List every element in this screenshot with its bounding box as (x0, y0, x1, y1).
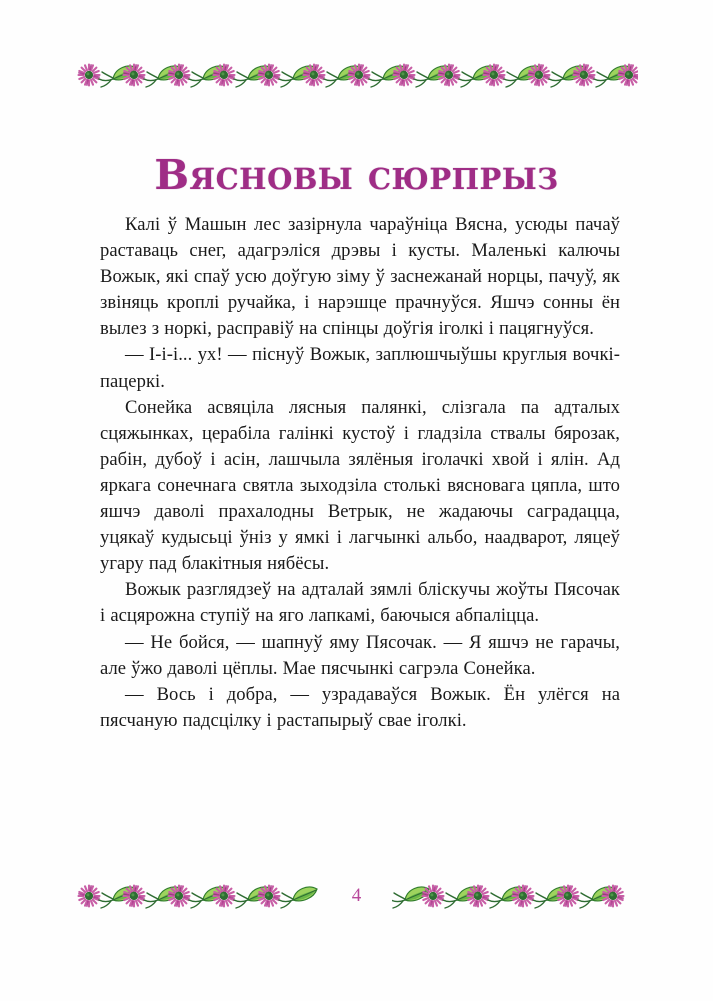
paragraph: Сонейка асвяціла лясныя палянкі, слізгала па адталых сцяжынках, церабіла галінкі кустоў і гладзіла ствалы бярозак, рабін, дубоў і асін, лашчыла зялёныя іголачкі хвой і ялін. Ад яркага сонечнага святла зыходзіла столькі вясновага цяпла, што яшчэ даволі прахалодны Ветрык, не жадаючы саградацца, уцякаў кудысьці ўніз у ямкі і лагчынкі альбо, наадварот, ляцеў угару пад блакітныя нябёсы. (100, 396, 620, 575)
floral-border-top (76, 55, 638, 95)
paragraph: — Вось і добра, — узрадаваўся Вожык. Ён улёгся на пясчаную падсцілку і растапырыў свае іголкі. (100, 683, 620, 731)
story-body (100, 212, 620, 734)
paragraph: Вожык разглядзеў на адталай зямлі бліскучы жоўты Пясочак і асцярожна ступіў на яго лапкамі, баючыся абпаліцца. (100, 579, 620, 627)
page-title: Вясновы сюрпрыз (154, 151, 559, 200)
paragraph: Калі ў Машын лес зазірнула чараўніца Вясна, усюды пачаў раставаць снег, адагрэліся дрэвы і кусты. Маленькі калючы Вожык, які спаў усю доўгую зіму ў заснежанай норцы, пачуў, як звіняць кроплі ручайка, і нарэшце прачнуўся. Яшчэ сонны ён вылез з норкі, расправіў на спінцы доўгія іголкі і пацягнуўся. (100, 214, 620, 340)
paragraph: — І-і-і... ух! — піснуў Вожык, заплюшчыўшы круглыя вочкі-пацеркі. (100, 344, 620, 392)
page-number: 4 (351, 885, 362, 906)
paragraph: — Не бойся, — шапнуў яму Пясочак. — Я яшчэ не гарачы, але ўжо даволі цёплы. Мае пясчынкі сагрэла Сонейка. (100, 631, 620, 679)
